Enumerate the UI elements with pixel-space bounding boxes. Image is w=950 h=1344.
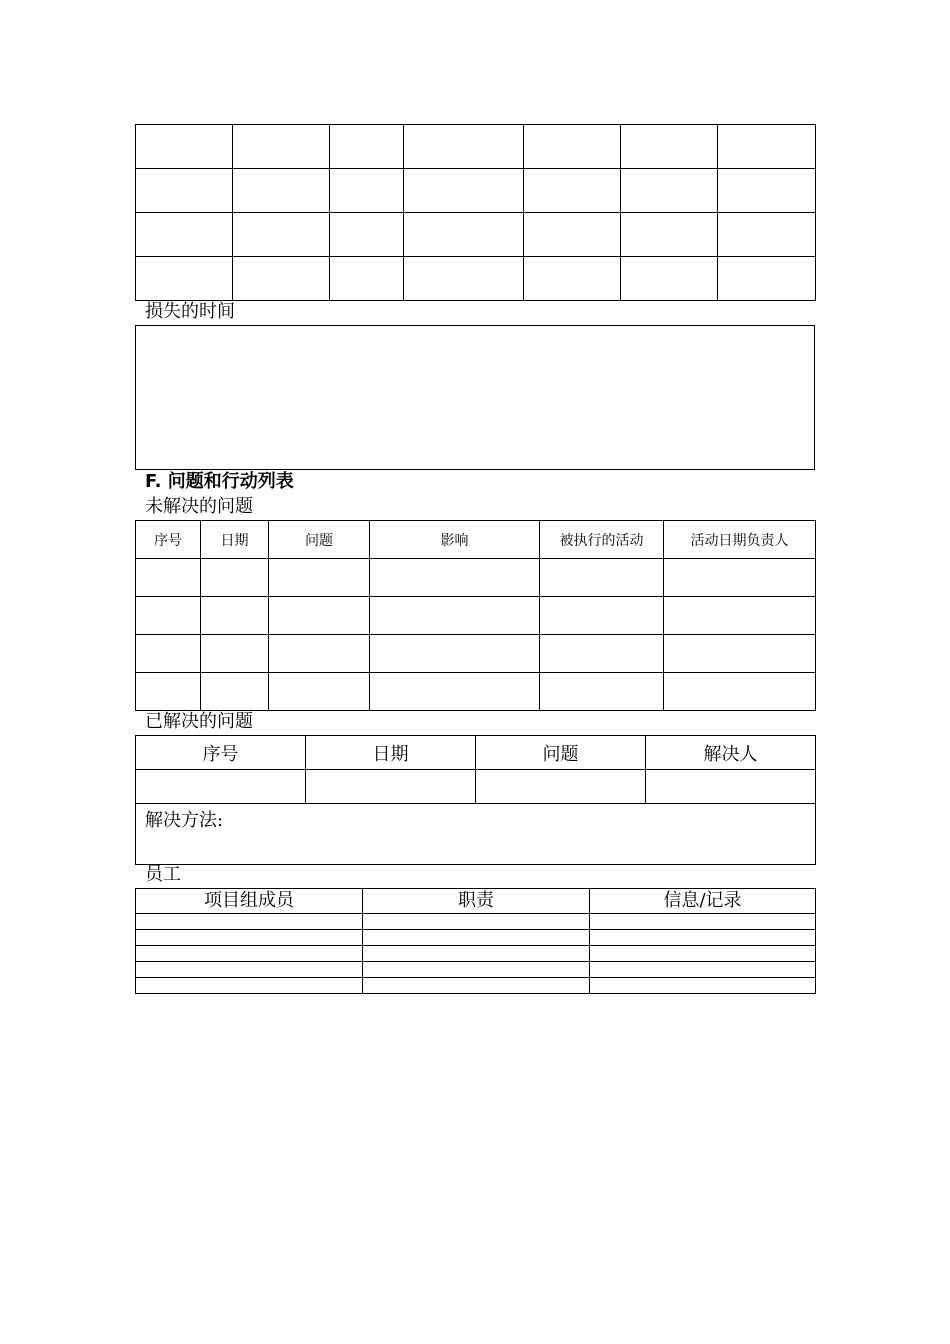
- table-cell[interactable]: [621, 257, 718, 301]
- table-cell[interactable]: [718, 213, 816, 257]
- table-row: [136, 257, 816, 301]
- open-issues-label: 未解决的问题: [145, 496, 253, 517]
- column-header-resolver: 解决人: [646, 736, 816, 770]
- table-cell[interactable]: [370, 673, 540, 711]
- table-row: [136, 770, 816, 804]
- table-cell[interactable]: [136, 930, 363, 946]
- table-cell[interactable]: [136, 978, 363, 994]
- resolved-issues-label: 已解决的问题: [145, 711, 253, 732]
- table-cell[interactable]: [233, 125, 330, 169]
- table-cell[interactable]: [476, 770, 646, 804]
- table-cell[interactable]: [330, 213, 404, 257]
- staff-table: [135, 888, 816, 994]
- open-issues-table: [135, 520, 816, 711]
- column-header-serial: 序号: [136, 736, 306, 770]
- table-cell[interactable]: [404, 213, 524, 257]
- table-cell[interactable]: [590, 962, 816, 978]
- table-cell[interactable]: [269, 597, 370, 635]
- table-cell[interactable]: [370, 597, 540, 635]
- column-header-issue: 问题: [476, 736, 646, 770]
- table-cell[interactable]: [621, 213, 718, 257]
- table-cell[interactable]: [540, 635, 664, 673]
- table-cell[interactable]: [524, 125, 621, 169]
- table-cell[interactable]: [590, 930, 816, 946]
- table-cell[interactable]: [718, 257, 816, 301]
- resolution-method-cell[interactable]: [136, 804, 816, 865]
- table-cell[interactable]: [330, 257, 404, 301]
- table-cell[interactable]: [136, 914, 363, 930]
- table-cell[interactable]: [363, 946, 590, 962]
- column-header-impact: 影响: [370, 521, 540, 559]
- table-cell[interactable]: [136, 213, 233, 257]
- table-cell[interactable]: [664, 597, 816, 635]
- resolution-method-label: 解决方法:: [145, 810, 224, 831]
- lost-time-label: 损失的时间: [145, 301, 235, 322]
- table-cell[interactable]: [201, 559, 269, 597]
- table-cell[interactable]: [233, 169, 330, 213]
- table-cell[interactable]: [201, 597, 269, 635]
- table-header-row: [136, 889, 816, 914]
- table-cell[interactable]: [718, 169, 816, 213]
- table-cell[interactable]: [664, 635, 816, 673]
- table-cell[interactable]: [540, 597, 664, 635]
- table-cell[interactable]: [370, 635, 540, 673]
- table-cell[interactable]: [664, 673, 816, 711]
- table-header-row: [136, 736, 816, 770]
- table-row: [136, 169, 816, 213]
- column-header-action: 被执行的活动: [540, 521, 664, 559]
- table-cell[interactable]: [363, 914, 590, 930]
- table-cell[interactable]: [363, 962, 590, 978]
- table-cell[interactable]: [370, 559, 540, 597]
- table-cell[interactable]: [136, 635, 201, 673]
- column-header-date: 日期: [306, 736, 476, 770]
- table-cell[interactable]: [540, 673, 664, 711]
- table-cell[interactable]: [664, 559, 816, 597]
- table-cell[interactable]: [621, 125, 718, 169]
- table-cell[interactable]: [330, 125, 404, 169]
- column-header-action-date-owner: 活动日期负责人: [664, 521, 816, 559]
- table-cell[interactable]: [136, 169, 233, 213]
- table-header-row: [136, 521, 816, 559]
- column-header-responsibility: 职责: [363, 889, 590, 914]
- table-cell[interactable]: [590, 914, 816, 930]
- table-cell[interactable]: [590, 946, 816, 962]
- table-cell[interactable]: [404, 257, 524, 301]
- staff-label: 员工: [145, 864, 181, 885]
- column-header-date: 日期: [201, 521, 269, 559]
- table-cell[interactable]: [269, 635, 370, 673]
- table-row: [136, 978, 816, 994]
- table-cell[interactable]: [269, 673, 370, 711]
- table-row: [136, 125, 816, 169]
- table-cell[interactable]: [136, 946, 363, 962]
- table-row: [136, 962, 816, 978]
- table-cell[interactable]: [646, 770, 816, 804]
- table-cell[interactable]: [201, 673, 269, 711]
- column-header-serial: 序号: [136, 521, 201, 559]
- table-cell[interactable]: [233, 213, 330, 257]
- lost-time-box[interactable]: [135, 325, 815, 470]
- table-row: [136, 635, 816, 673]
- table-cell[interactable]: [136, 673, 201, 711]
- top-blank-table: [135, 124, 816, 301]
- resolution-method-row: [136, 804, 816, 865]
- table-row: [136, 559, 816, 597]
- table-cell[interactable]: [136, 257, 233, 301]
- table-cell[interactable]: [330, 169, 404, 213]
- table-cell[interactable]: [269, 559, 370, 597]
- column-header-issue: 问题: [269, 521, 370, 559]
- table-cell[interactable]: [718, 125, 816, 169]
- table-cell[interactable]: [136, 559, 201, 597]
- table-cell[interactable]: [524, 257, 621, 301]
- table-row: [136, 914, 816, 930]
- table-cell[interactable]: [201, 635, 269, 673]
- table-row: [136, 673, 816, 711]
- table-cell[interactable]: [136, 770, 306, 804]
- table-cell[interactable]: [540, 559, 664, 597]
- table-cell[interactable]: [404, 169, 524, 213]
- table-cell[interactable]: [524, 213, 621, 257]
- table-cell[interactable]: [306, 770, 476, 804]
- table-cell[interactable]: [136, 125, 233, 169]
- table-cell[interactable]: [136, 597, 201, 635]
- table-cell[interactable]: [524, 169, 621, 213]
- section-f-heading: F. 问题和行动列表: [145, 471, 294, 492]
- table-cell[interactable]: [363, 930, 590, 946]
- table-cell[interactable]: [621, 169, 718, 213]
- table-row: [136, 930, 816, 946]
- table-row: [136, 213, 816, 257]
- table-cell[interactable]: [363, 978, 590, 994]
- column-header-info-record: 信息/记录: [590, 889, 816, 914]
- table-cell[interactable]: [590, 978, 816, 994]
- table-row: [136, 946, 816, 962]
- table-cell[interactable]: [136, 962, 363, 978]
- resolved-issues-table: [135, 735, 816, 865]
- column-header-member: 项目组成员: [136, 889, 363, 914]
- table-cell[interactable]: [233, 257, 330, 301]
- table-cell[interactable]: [404, 125, 524, 169]
- table-row: [136, 597, 816, 635]
